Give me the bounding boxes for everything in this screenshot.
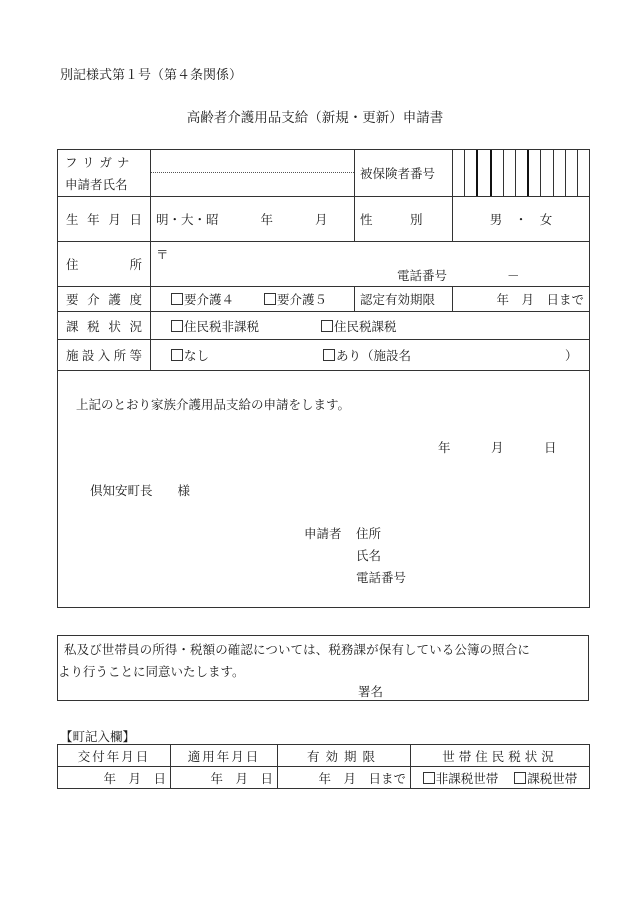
tax-exempt-option[interactable] bbox=[171, 319, 259, 334]
issue-date-header: 交付年月日 bbox=[58, 745, 171, 767]
tax-exempt-text: 住民税非課税 bbox=[184, 318, 260, 334]
facility-options bbox=[151, 340, 590, 371]
signer-phone-label: 電話番号 bbox=[356, 570, 407, 585]
addressee: 倶知安町長 様 bbox=[90, 483, 191, 498]
expiry-field[interactable]: 年 月 日まで bbox=[278, 767, 411, 789]
close-paren: ） bbox=[564, 348, 578, 363]
document-title: 高齢者介護用品支給（新規・更新）申請書 bbox=[186, 110, 444, 126]
care-level-row bbox=[58, 287, 590, 312]
address-label: 住 所 bbox=[58, 242, 151, 287]
household-tax-options bbox=[411, 767, 590, 789]
taxed-option[interactable] bbox=[321, 319, 397, 334]
declaration-month: 月 bbox=[491, 440, 504, 455]
tax-status-label: 課税状況 bbox=[58, 312, 151, 340]
household-taxed-option[interactable] bbox=[514, 771, 577, 786]
consent-box bbox=[57, 635, 589, 701]
issue-date-field[interactable]: 年 月 日 bbox=[58, 767, 171, 789]
birthdate-field[interactable] bbox=[151, 197, 355, 242]
era-options[interactable]: 明・大・昭 bbox=[156, 212, 219, 227]
taxed-text: 住民税課税 bbox=[333, 318, 397, 334]
declaration-row bbox=[58, 371, 590, 608]
facility-yes-option[interactable] bbox=[323, 348, 411, 363]
checkbox-icon[interactable] bbox=[514, 772, 526, 784]
consent-signature-label: 署名 bbox=[358, 684, 384, 699]
declaration-year: 年 bbox=[438, 440, 451, 455]
phone-dash: － bbox=[507, 268, 520, 283]
checkbox-icon[interactable] bbox=[423, 772, 435, 784]
signer-name-label: 氏名 bbox=[356, 548, 382, 563]
declaration-text: 上記のとおり家族介護用品支給の申請をします。 bbox=[76, 397, 351, 412]
apply-date-field[interactable]: 年 月 日 bbox=[171, 767, 278, 789]
declaration-day: 日 bbox=[544, 440, 557, 455]
household-exempt-text: 非課税世帯 bbox=[435, 770, 499, 786]
birthdate-row bbox=[58, 197, 590, 242]
facility-yes-text: あり（施設名 bbox=[335, 348, 411, 363]
insured-number-label: 被保険者番号 bbox=[355, 150, 453, 197]
tax-status-row bbox=[58, 312, 590, 340]
care-level-4-option[interactable] bbox=[171, 292, 234, 307]
household-tax-header: 世帯住民税状況 bbox=[411, 745, 590, 767]
consent-line-2: より行うことに同意いたします。 bbox=[58, 664, 245, 679]
insured-number-field[interactable] bbox=[453, 150, 590, 197]
validity-field[interactable]: 年 月 日まで bbox=[453, 287, 590, 312]
apply-date-header: 適用年月日 bbox=[171, 745, 278, 767]
office-use-table bbox=[57, 744, 590, 789]
care-level-label: 要介護度 bbox=[58, 287, 151, 312]
address-row bbox=[58, 242, 590, 287]
checkbox-icon[interactable] bbox=[171, 320, 183, 332]
expiry-header: 有効期限 bbox=[278, 745, 411, 767]
tax-status-options bbox=[151, 312, 590, 340]
address-field[interactable] bbox=[151, 242, 590, 287]
care-level-5-option[interactable] bbox=[264, 292, 327, 307]
checkbox-icon[interactable] bbox=[171, 349, 183, 361]
care-level-options bbox=[151, 287, 355, 312]
validity-label: 認定有効期限 bbox=[355, 287, 453, 312]
checkbox-icon[interactable] bbox=[264, 293, 276, 305]
office-header-row bbox=[58, 745, 590, 767]
facility-none-text: なし bbox=[184, 348, 210, 363]
phone-label: 電話番号 bbox=[397, 268, 448, 283]
signer-applicant-label: 申請者 bbox=[304, 526, 342, 541]
care-level-5-text: 要介護５ bbox=[276, 292, 327, 307]
checkbox-icon[interactable] bbox=[321, 320, 333, 332]
signer-address-label: 住所 bbox=[356, 526, 382, 541]
checkbox-icon[interactable] bbox=[171, 293, 183, 305]
birth-year-label: 年 bbox=[260, 212, 273, 227]
office-use-label: 【町記入欄】 bbox=[60, 729, 136, 744]
name-row bbox=[58, 150, 590, 197]
sex-label: 性 別 bbox=[355, 197, 453, 242]
household-taxed-text: 課税世帯 bbox=[527, 770, 578, 786]
applicant-name-label: 申請者氏名 bbox=[65, 177, 128, 192]
consent-line-1: 私及び世帯員の所得・税額の確認については、税務課が保有している公簿の照合に bbox=[64, 642, 530, 657]
furigana-field[interactable] bbox=[151, 150, 354, 173]
office-value-row bbox=[58, 767, 590, 789]
birth-month-label: 月 bbox=[314, 212, 328, 227]
declaration-section bbox=[58, 371, 590, 608]
household-exempt-option[interactable] bbox=[423, 771, 499, 786]
application-table bbox=[57, 149, 590, 608]
furigana-label: フリガナ bbox=[65, 155, 135, 170]
form-number: 別記様式第１号（第４条関係） bbox=[60, 68, 243, 83]
name-label-cell bbox=[58, 150, 151, 197]
checkbox-icon[interactable] bbox=[323, 349, 335, 361]
care-level-4-text: 要介護４ bbox=[184, 292, 235, 307]
facility-row bbox=[58, 340, 590, 371]
sex-options[interactable]: 男 ・ 女 bbox=[453, 197, 590, 242]
postal-mark: 〒 bbox=[156, 247, 169, 262]
facility-none-option[interactable] bbox=[171, 348, 209, 363]
facility-label: 施設入所等 bbox=[58, 340, 151, 371]
birthdate-label: 生年月日 bbox=[58, 197, 151, 242]
applicant-name-field[interactable] bbox=[151, 150, 355, 197]
